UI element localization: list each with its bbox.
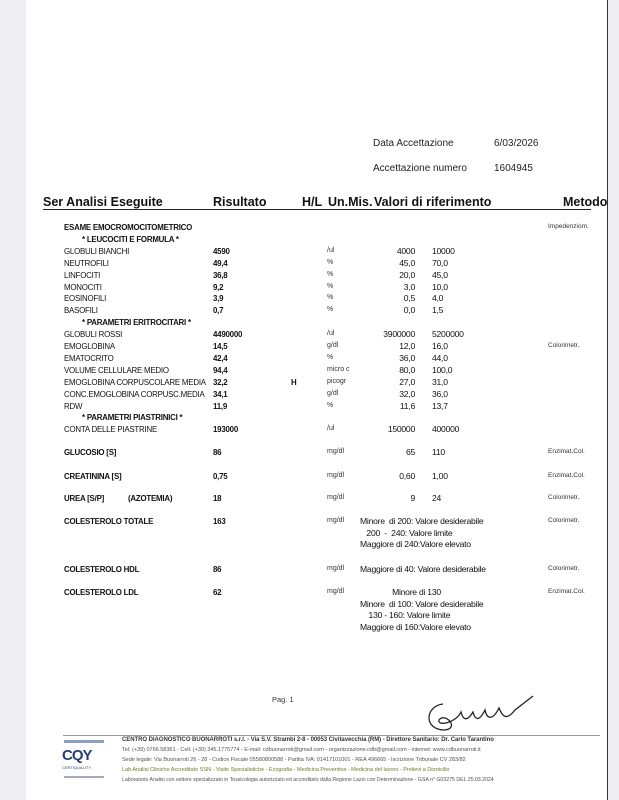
test-result: 0,7 — [213, 305, 224, 316]
test-result: 32,2 — [213, 376, 228, 387]
test-result: 62 — [213, 587, 222, 597]
ref-high: 13,7 — [432, 400, 448, 411]
test-unit: /ul — [327, 246, 335, 254]
ref-high: 10000 — [432, 245, 455, 256]
test-unit: % — [327, 270, 334, 278]
test-name: COLESTEROLO TOTALE — [64, 516, 154, 526]
header-unit: Un.Mis. — [328, 195, 373, 209]
ref-high: 5200000 — [432, 329, 464, 340]
subsection-title: * LEUCOCITI E FORMULA * — [82, 233, 179, 244]
test-result: 11,9 — [213, 400, 228, 411]
test-name: BASOFILI — [64, 305, 98, 316]
signature — [415, 690, 540, 738]
ref-high: 4,0 — [432, 293, 444, 304]
ref-line: Minore di 200: Valore desiderabile — [360, 516, 484, 526]
ref-line: Maggiore di 240:Valore elevato — [360, 539, 471, 549]
test-result: 0,75 — [213, 471, 228, 481]
footer-accreditation: Laboratorio Analisi con settore specializzato in Tossicologia autorizzato ed accreditato dalla Regione Lazio con Determinazione - GSA n° G03275 DEL 25.03.2024 — [122, 777, 494, 783]
header-analysis: Ser Analisi Eseguite — [43, 195, 163, 209]
test-unit: micro c — [327, 365, 350, 373]
test-method: Colorimetr. — [548, 565, 580, 572]
footer-divider — [63, 735, 600, 736]
test-name: UREA [S/P] — [64, 493, 105, 503]
test-name: EMATOCRITO — [64, 352, 114, 363]
test-unit: g/dl — [327, 342, 339, 349]
ref-high: 1,5 — [432, 305, 444, 316]
test-result: 14,5 — [213, 341, 228, 351]
test-unit: mg/dl — [327, 472, 345, 479]
ref-low: 0,60 — [399, 471, 415, 481]
ref-low: 65 — [405, 447, 415, 457]
test-result: 193000 — [213, 424, 239, 435]
test-unit: mg/dl — [327, 494, 345, 501]
test-result: 9,2 — [213, 281, 224, 292]
test-method: Enzimat.Col. — [548, 448, 585, 455]
test-result: 18 — [213, 493, 222, 503]
flag-high: H — [291, 376, 297, 387]
ref-line: Minore di 130 — [360, 587, 441, 597]
test-result: 34,1 — [213, 388, 228, 399]
test-result: 36,8 — [213, 269, 228, 280]
ref-low: 0,0 — [403, 305, 415, 316]
ref-low: 3900000 — [383, 329, 415, 340]
test-unit: mg/dl — [327, 565, 345, 572]
ref-high: 1,00 — [432, 471, 448, 481]
test-name: CONTA DELLE PIASTRINE — [64, 424, 158, 435]
ref-low: 20,0 — [399, 269, 415, 280]
footer-legal: Sede legale: Via Buonarroti 26 - 28 - Codice Fiscale 05580800588 - Partita IVA: 01417101001 - REA 496665 - Iscrizione Tribunale CV 283/82 — [122, 757, 466, 763]
ref-line: 200 - 240: Valore limite — [360, 527, 453, 538]
acceptance-date-value: 6/03/2026 — [494, 138, 539, 149]
test-unit: /ul — [327, 330, 335, 338]
test-result: 49,4 — [213, 257, 228, 268]
ref-low: 80,0 — [399, 364, 415, 375]
test-unit: /ul — [327, 425, 335, 433]
ref-low: 4000 — [396, 245, 415, 256]
test-name: MONOCITI — [64, 281, 102, 292]
test-name: CREATININA [S] — [64, 471, 122, 481]
test-unit: % — [327, 258, 334, 266]
ref-high: 31,0 — [432, 376, 448, 387]
ref-line: 130 - 160: Valore limite — [360, 610, 451, 620]
acceptance-number-label: Accettazione numero — [373, 163, 467, 174]
test-method: Colorimetr. — [548, 494, 580, 501]
test-result: 163 — [213, 516, 226, 526]
ref-low: 150000 — [387, 424, 415, 435]
test-result: 3,9 — [213, 293, 224, 304]
test-method: Impedenziom. — [548, 223, 589, 230]
test-result: 86 — [213, 564, 222, 574]
test-name: RDW — [64, 400, 83, 411]
ref-high: 36,0 — [432, 388, 448, 399]
test-name: CONC.EMOGLOBINA CORPUSC.MEDIA — [64, 388, 205, 399]
ref-high: 400000 — [432, 424, 460, 435]
ref-low: 32,0 — [399, 388, 415, 399]
test-unit: mg/dl — [327, 588, 345, 595]
test-unit: mg/dl — [327, 448, 345, 455]
test-unit: picogr — [327, 377, 347, 385]
test-name: GLOBULI BIANCHI — [64, 245, 130, 256]
header-reference: Valori di riferimento — [374, 195, 492, 209]
ref-low: 0,5 — [403, 293, 415, 304]
test-result: 94,4 — [213, 364, 228, 375]
test-result: 42,4 — [213, 352, 228, 363]
subsection-title: * PARAMETRI ERITROCITARI * — [82, 317, 191, 328]
test-name-alias: (AZOTEMIA) — [128, 493, 173, 503]
page-number: Pag. 1 — [272, 695, 294, 704]
ref-line: Maggiore di 40: Valore desiderabile — [360, 564, 486, 574]
test-unit: % — [327, 353, 334, 361]
test-method: Colorimetr. — [548, 517, 580, 524]
header-method: Metodo — [563, 195, 608, 209]
header-underline — [43, 209, 591, 210]
test-unit: % — [327, 294, 334, 302]
ref-high: 44,0 — [432, 352, 448, 363]
test-unit: % — [327, 282, 334, 290]
footer-services: Lab Analisi Cliniche Accreditato SSN - Visite Specialistiche - Ecografia - Medicina Preventiva - Medicina del lavoro - Prelievi a Domicilio — [122, 767, 450, 773]
test-name: EMOGLOBINA CORPUSCOLARE MEDIA — [64, 376, 206, 387]
header-result: Risultato — [213, 195, 267, 209]
test-result: 86 — [213, 447, 222, 457]
ref-high: 16,0 — [432, 341, 448, 351]
ref-high: 70,0 — [432, 257, 448, 268]
acceptance-number-value: 1604945 — [494, 163, 533, 174]
ref-high: 24 — [432, 493, 442, 503]
footer-contacts: Tel: (+39) 0766.58361 - Cell. (+39) 345.1775774 - E-mail: cdbuonarroti@gmail.com - organizzazione.cdb@gmail.com - internet: www.cdbuonarroti.it — [122, 747, 481, 753]
ref-line: Minore di 100: Valore desiderabile — [360, 598, 484, 609]
ref-high: 100,0 — [432, 364, 453, 375]
subsection-title: * PARAMETRI PIASTRINICI * — [82, 412, 183, 423]
ref-low: 11,6 — [399, 400, 415, 411]
section-title: ESAME EMOCROMOCITOMETRICO — [64, 222, 193, 232]
test-method: Enzimat.Col. — [548, 472, 585, 479]
test-unit: mg/dl — [327, 517, 345, 524]
test-result: 4590 — [213, 245, 230, 256]
ref-high: 10,0 — [432, 281, 448, 292]
test-unit: % — [327, 401, 334, 409]
test-name: LINFOCITI — [64, 269, 101, 280]
test-unit: % — [327, 306, 334, 314]
ref-low: 9 — [410, 493, 415, 503]
acceptance-date-label: Data Accettazione — [373, 138, 454, 149]
test-name: GLOBULI ROSSI — [64, 329, 123, 340]
test-name: COLESTEROLO HDL — [64, 564, 140, 574]
test-name: EOSINOFILI — [64, 293, 107, 304]
ref-low: 12,0 — [399, 341, 415, 351]
ref-low: 27,0 — [399, 376, 415, 387]
test-unit: g/dl — [327, 389, 339, 397]
test-method: Enzimat.Col. — [548, 588, 585, 595]
ref-high: 110 — [432, 447, 445, 457]
test-name: COLESTEROLO LDL — [64, 587, 139, 597]
test-name: VOLUME CELLULARE MEDIO — [64, 364, 169, 375]
ref-low: 45,0 — [399, 257, 415, 268]
test-result: 4490000 — [213, 329, 243, 340]
ref-high: 45,0 — [432, 269, 448, 280]
footer-company: CENTRO DIAGNOSTICO BUONARROTI s.r.l. - Via S.V. Strambi 2-8 - 00053 Civitavecchia (RM) - Direttore Sanitario: Dr. Carlo Tarantino — [122, 737, 494, 743]
ref-low: 3,0 — [403, 281, 415, 292]
report-page — [26, 0, 608, 800]
test-name: NEUTROFILI — [64, 257, 109, 268]
certiquality-logo: CQY CERTIQUALITY — [62, 738, 110, 786]
test-method: Colorimetr. — [548, 342, 580, 349]
ref-line: Maggiore di 160:Valore elevato — [360, 621, 471, 632]
test-name: GLUCOSIO [S] — [64, 447, 117, 457]
test-name: EMOGLOBINA — [64, 341, 115, 351]
ref-low: 36,0 — [399, 352, 415, 363]
header-flag: H/L — [302, 195, 323, 209]
